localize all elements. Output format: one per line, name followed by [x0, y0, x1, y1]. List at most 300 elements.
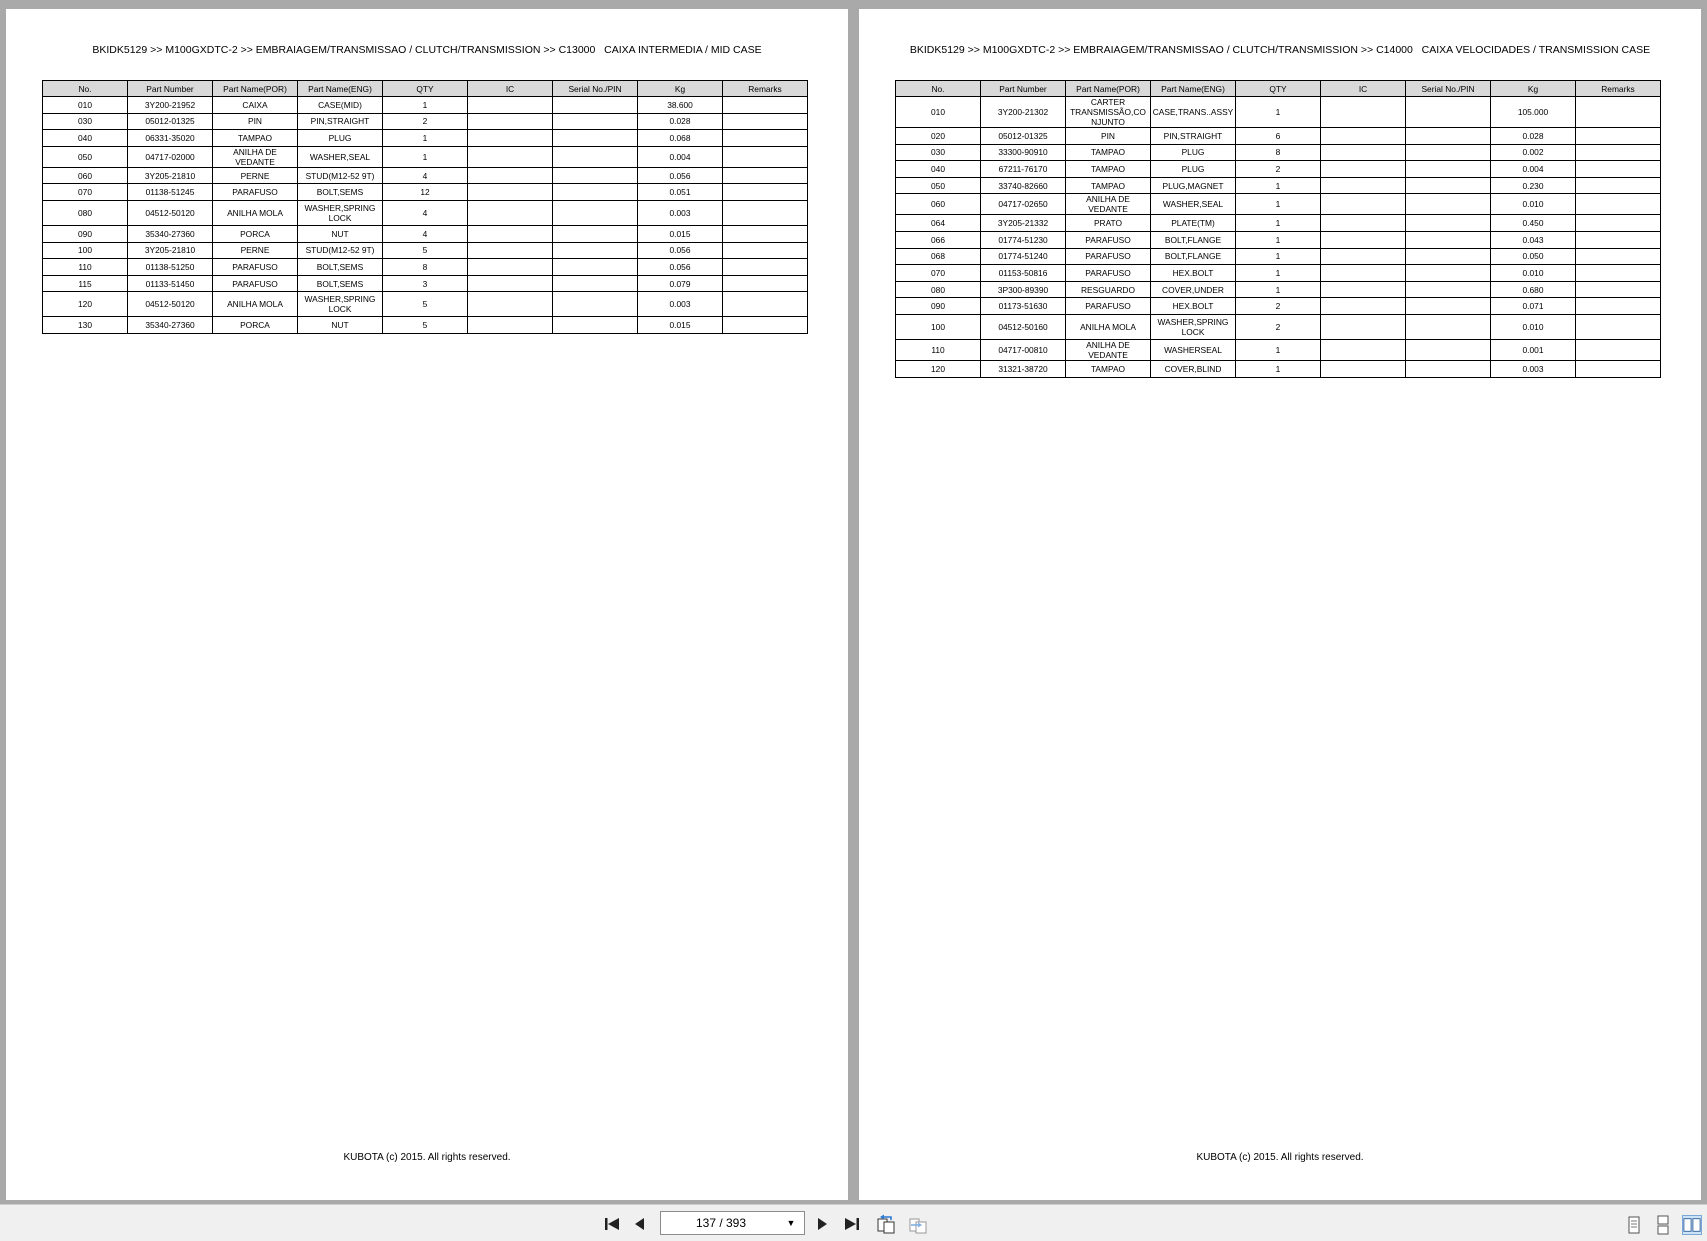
col-serial-cell [553, 146, 638, 167]
col-serial-header: Serial No./PIN [1406, 81, 1491, 97]
col-kg-cell: 0.056 [638, 242, 723, 259]
col-part-number-cell: 04512-50120 [128, 292, 213, 317]
two-page-view-button[interactable] [1682, 1215, 1702, 1235]
col-kg-cell: 0.056 [638, 167, 723, 184]
col-part-name-por-cell: ANILHA DE VEDANTE [213, 146, 298, 167]
col-remarks-header: Remarks [1576, 81, 1661, 97]
col-remarks-cell [723, 259, 808, 276]
col-part-name-por-cell: PORCA [213, 317, 298, 334]
col-qty-cell: 4 [383, 167, 468, 184]
col-kg-cell: 0.010 [1491, 265, 1576, 282]
col-ic-header: IC [1321, 81, 1406, 97]
col-part-name-eng-cell: STUD(M12-52 9T) [298, 242, 383, 259]
col-serial-cell [1406, 248, 1491, 265]
col-part-name-eng-cell: PLUG,MAGNET [1151, 177, 1236, 194]
col-part-name-por-cell: PARAFUSO [1066, 248, 1151, 265]
col-part-name-por-cell: TAMPAO [1066, 144, 1151, 161]
col-ic-cell [468, 167, 553, 184]
table-row [896, 298, 1661, 315]
col-part-name-por-cell: PARAFUSO [1066, 231, 1151, 248]
table-row [896, 314, 1661, 339]
col-remarks-cell [1576, 339, 1661, 360]
col-no-cell: 060 [896, 194, 981, 215]
col-kg-cell: 0.028 [638, 113, 723, 130]
col-qty-header: QTY [1236, 81, 1321, 97]
col-qty-cell: 12 [383, 184, 468, 201]
document-page-left [6, 9, 848, 1200]
col-part-name-eng-cell: PLUG [298, 130, 383, 147]
table-row [43, 317, 808, 334]
col-remarks-cell [1576, 314, 1661, 339]
col-part-name-eng-cell: WASHER,SPRING LOCK [1151, 314, 1236, 339]
col-part-number-cell: 3Y200-21952 [128, 97, 213, 114]
col-part-name-eng-cell: HEX.BOLT [1151, 265, 1236, 282]
col-part-name-por-cell: TAMPAO [1066, 360, 1151, 377]
col-kg-cell: 0.071 [1491, 298, 1576, 315]
col-remarks-cell [723, 275, 808, 292]
col-kg-cell: 0.003 [1491, 360, 1576, 377]
col-ic-cell [1321, 265, 1406, 282]
col-part-name-por-cell: ANILHA MOLA [213, 292, 298, 317]
col-no-cell: 115 [43, 275, 128, 292]
col-part-number-cell: 04717-02650 [981, 194, 1066, 215]
col-kg-header: Kg [638, 81, 723, 97]
col-qty-cell: 6 [1236, 128, 1321, 145]
col-serial-cell [553, 225, 638, 242]
col-remarks-cell [1576, 144, 1661, 161]
table-row [43, 146, 808, 167]
col-kg-cell: 0.068 [638, 130, 723, 147]
col-part-name-eng-cell: BOLT,SEMS [298, 184, 383, 201]
col-part-name-por-cell: ANILHA DE VEDANTE [1066, 194, 1151, 215]
col-qty-cell: 2 [383, 113, 468, 130]
col-part-name-por-cell: RESGUARDO [1066, 281, 1151, 298]
col-part-name-por-cell: PIN [213, 113, 298, 130]
col-remarks-cell [723, 130, 808, 147]
col-kg-cell: 0.015 [638, 225, 723, 242]
table-row [43, 113, 808, 130]
col-serial-cell [1406, 231, 1491, 248]
col-part-name-por-cell: TAMPAO [1066, 177, 1151, 194]
two-page-view-icon [1683, 1216, 1701, 1234]
col-ic-cell [468, 317, 553, 334]
col-remarks-cell [723, 242, 808, 259]
page-header: BKIDK5129 >> M100GXDTC-2 >> EMBRAIAGEM/TRANSMISSAO / CLUTCH/TRANSMISSION >> C13000 CAIXA INTERMEDIA / MID CASE [92, 44, 762, 56]
col-ic-cell [468, 113, 553, 130]
col-ic-cell [1321, 177, 1406, 194]
col-qty-cell: 2 [1236, 314, 1321, 339]
col-remarks-cell [723, 292, 808, 317]
table-row [896, 144, 1661, 161]
col-part-number-cell: 3Y200-21302 [981, 97, 1066, 128]
col-no-cell: 110 [896, 339, 981, 360]
col-ic-cell [1321, 194, 1406, 215]
col-part-name-eng-cell: WASHER,SPRING LOCK [298, 292, 383, 317]
col-part-number-cell: 05012-01325 [981, 128, 1066, 145]
col-serial-cell [1406, 161, 1491, 178]
next-page-icon [813, 1215, 831, 1233]
col-ic-cell [468, 184, 553, 201]
page-footer: KUBOTA (c) 2015. All rights reserved. [1196, 1152, 1364, 1163]
col-part-number-cell: 04512-50160 [981, 314, 1066, 339]
col-ic-cell [1321, 360, 1406, 377]
col-remarks-cell [1576, 248, 1661, 265]
col-kg-cell: 0.050 [1491, 248, 1576, 265]
col-ic-cell [1321, 128, 1406, 145]
col-kg-cell: 0.003 [638, 292, 723, 317]
col-kg-cell: 0.028 [1491, 128, 1576, 145]
col-remarks-cell [1576, 194, 1661, 215]
col-serial-cell [1406, 144, 1491, 161]
col-ic-cell [1321, 144, 1406, 161]
col-no-cell: 120 [896, 360, 981, 377]
col-no-cell: 120 [43, 292, 128, 317]
col-no-cell: 030 [896, 144, 981, 161]
col-serial-cell [1406, 298, 1491, 315]
col-no-cell: 030 [43, 113, 128, 130]
last-page-button[interactable] [840, 1213, 864, 1235]
col-qty-cell: 4 [383, 225, 468, 242]
col-remarks-cell [723, 184, 808, 201]
col-part-number-cell: 05012-01325 [128, 113, 213, 130]
col-part-number-cell: 33740-82660 [981, 177, 1066, 194]
col-no-cell: 068 [896, 248, 981, 265]
table-row [896, 360, 1661, 377]
table-row [43, 242, 808, 259]
col-part-number-header: Part Number [128, 81, 213, 97]
table-row [896, 248, 1661, 265]
col-remarks-cell [723, 146, 808, 167]
col-part-name-por-cell: PARAFUSO [213, 259, 298, 276]
col-qty-cell: 1 [1236, 194, 1321, 215]
document-page-right [859, 9, 1701, 1200]
col-part-number-cell: 01138-51250 [128, 259, 213, 276]
col-remarks-cell [1576, 97, 1661, 128]
col-part-name-eng-cell: PIN,STRAIGHT [298, 113, 383, 130]
col-ic-cell [1321, 215, 1406, 232]
col-serial-cell [1406, 194, 1491, 215]
col-part-number-header: Part Number [981, 81, 1066, 97]
col-qty-cell: 1 [1236, 97, 1321, 128]
col-qty-cell: 1 [383, 146, 468, 167]
viewer-toolbar [0, 1204, 1707, 1241]
col-kg-cell: 0.004 [638, 146, 723, 167]
go-back-view-icon [875, 1213, 897, 1235]
col-no-cell: 070 [896, 265, 981, 282]
col-part-name-eng-cell: PLATE(TM) [1151, 215, 1236, 232]
col-kg-cell: 38.600 [638, 97, 723, 114]
col-qty-cell: 1 [1236, 360, 1321, 377]
col-part-name-eng-cell: BOLT,SEMS [298, 275, 383, 292]
go-back-view-button[interactable] [874, 1213, 898, 1235]
col-part-number-cell: 01133-51450 [128, 275, 213, 292]
col-remarks-cell [1576, 281, 1661, 298]
col-part-name-por-cell: TAMPAO [1066, 161, 1151, 178]
first-page-button[interactable] [600, 1213, 624, 1235]
page-header: BKIDK5129 >> M100GXDTC-2 >> EMBRAIAGEM/TRANSMISSAO / CLUTCH/TRANSMISSION >> C14000 CAIXA VELOCIDADES / TRANSMISSION CASE [909, 44, 1651, 56]
col-kg-cell: 0.010 [1491, 314, 1576, 339]
col-remarks-cell [723, 225, 808, 242]
col-no-cell: 070 [43, 184, 128, 201]
col-kg-cell: 0.450 [1491, 215, 1576, 232]
page-footer: KUBOTA (c) 2015. All rights reserved. [343, 1152, 511, 1163]
table-row [896, 161, 1661, 178]
col-part-name-eng-cell: WASHER,SPRING LOCK [298, 200, 383, 225]
col-ic-cell [1321, 314, 1406, 339]
col-qty-cell: 1 [383, 97, 468, 114]
col-qty-header: QTY [383, 81, 468, 97]
col-qty-cell: 1 [1236, 248, 1321, 265]
last-page-icon [843, 1215, 861, 1233]
col-remarks-header: Remarks [723, 81, 808, 97]
col-ic-cell [468, 200, 553, 225]
table-row [896, 215, 1661, 232]
page-indicator-box [660, 1211, 805, 1235]
col-part-name-por-cell: PORCA [213, 225, 298, 242]
table-row [896, 177, 1661, 194]
col-kg-cell: 105.000 [1491, 97, 1576, 128]
table-row [896, 265, 1661, 282]
table-row [43, 97, 808, 114]
go-forward-view-icon [907, 1213, 929, 1235]
col-part-name-por-cell: PARAFUSO [213, 275, 298, 292]
page-number-input[interactable] [661, 1216, 781, 1230]
col-part-number-cell: 01138-51245 [128, 184, 213, 201]
col-remarks-cell [1576, 128, 1661, 145]
col-serial-cell [553, 275, 638, 292]
col-remarks-cell [1576, 298, 1661, 315]
col-part-name-eng-cell: NUT [298, 317, 383, 334]
col-part-name-por-cell: PARAFUSO [1066, 265, 1151, 282]
col-kg-cell: 0.002 [1491, 144, 1576, 161]
col-part-number-cell: 04717-00810 [981, 339, 1066, 360]
col-qty-cell: 1 [1236, 177, 1321, 194]
col-qty-cell: 1 [1236, 215, 1321, 232]
col-serial-cell [553, 167, 638, 184]
col-kg-cell: 0.051 [638, 184, 723, 201]
col-part-name-eng-cell: PLUG [1151, 161, 1236, 178]
col-remarks-cell [1576, 161, 1661, 178]
single-page-view-icon [1624, 1215, 1644, 1235]
col-serial-cell [1406, 360, 1491, 377]
page-dropdown-icon[interactable]: ▼ [786, 1218, 796, 1228]
table-row [896, 128, 1661, 145]
col-part-name-eng-cell: WASHERSEAL [1151, 339, 1236, 360]
col-no-cell: 100 [43, 242, 128, 259]
col-no-cell: 066 [896, 231, 981, 248]
col-serial-cell [553, 200, 638, 225]
col-serial-cell [553, 184, 638, 201]
col-kg-header: Kg [1491, 81, 1576, 97]
col-qty-cell: 5 [383, 292, 468, 317]
col-part-name-eng-cell: BOLT,FLANGE [1151, 231, 1236, 248]
col-part-number-cell: 3Y205-21332 [981, 215, 1066, 232]
col-ic-header: IC [468, 81, 553, 97]
col-part-name-por-cell: PARAFUSO [1066, 298, 1151, 315]
col-no-cell: 110 [43, 259, 128, 276]
col-qty-cell: 4 [383, 200, 468, 225]
col-kg-cell: 0.015 [638, 317, 723, 334]
col-no-cell: 090 [43, 225, 128, 242]
table-header-row [43, 81, 808, 97]
col-kg-cell: 0.010 [1491, 194, 1576, 215]
col-no-cell: 060 [43, 167, 128, 184]
col-part-name-eng-cell: HEX.BOLT [1151, 298, 1236, 315]
col-no-cell: 080 [43, 200, 128, 225]
table-row [43, 200, 808, 225]
col-part-number-cell: 3P300-89390 [981, 281, 1066, 298]
table-row [896, 339, 1661, 360]
col-qty-cell: 5 [383, 242, 468, 259]
col-remarks-cell [1576, 265, 1661, 282]
col-qty-cell: 8 [1236, 144, 1321, 161]
col-part-name-por-cell: PERNE [213, 167, 298, 184]
col-ic-cell [1321, 161, 1406, 178]
col-no-cell: 100 [896, 314, 981, 339]
col-serial-cell [1406, 215, 1491, 232]
col-remarks-cell [723, 97, 808, 114]
col-part-number-cell: 33300-90910 [981, 144, 1066, 161]
col-part-name-eng-cell: CASE(MID) [298, 97, 383, 114]
col-part-number-cell: 04717-02000 [128, 146, 213, 167]
col-ic-cell [468, 146, 553, 167]
col-ic-cell [1321, 97, 1406, 128]
col-qty-cell: 1 [1236, 231, 1321, 248]
col-part-number-cell: 67211-76170 [981, 161, 1066, 178]
table-row [43, 259, 808, 276]
col-qty-cell: 2 [1236, 298, 1321, 315]
col-remarks-cell [1576, 177, 1661, 194]
col-ic-cell [1321, 298, 1406, 315]
col-part-name-por-cell: CAIXA [213, 97, 298, 114]
col-part-name-eng-cell: PIN,STRAIGHT [1151, 128, 1236, 145]
col-ic-cell [1321, 339, 1406, 360]
col-part-number-cell: 01774-51230 [981, 231, 1066, 248]
col-serial-cell [553, 130, 638, 147]
go-forward-view-button[interactable] [906, 1213, 930, 1235]
col-part-name-eng-cell: CASE,TRANS..ASSY [1151, 97, 1236, 128]
col-serial-cell [553, 317, 638, 334]
col-remarks-cell [723, 200, 808, 225]
col-kg-cell: 0.043 [1491, 231, 1576, 248]
col-part-name-eng-cell: STUD(M12-52 9T) [298, 167, 383, 184]
col-no-header: No. [43, 81, 128, 97]
col-part-name-eng-cell: WASHER,SEAL [1151, 194, 1236, 215]
col-serial-cell [553, 292, 638, 317]
table-row [43, 167, 808, 184]
table-row [43, 225, 808, 242]
col-part-name-eng-cell: COVER,UNDER [1151, 281, 1236, 298]
col-remarks-cell [723, 167, 808, 184]
col-no-cell: 040 [43, 130, 128, 147]
col-no-cell: 010 [43, 97, 128, 114]
parts-table [895, 80, 1661, 378]
col-ic-cell [468, 259, 553, 276]
col-part-number-cell: 01153-50816 [981, 265, 1066, 282]
table-row [43, 130, 808, 147]
col-no-cell: 090 [896, 298, 981, 315]
col-remarks-cell [723, 113, 808, 130]
col-part-name-por-cell: PERNE [213, 242, 298, 259]
col-no-header: No. [896, 81, 981, 97]
col-part-name-por-cell: ANILHA MOLA [1066, 314, 1151, 339]
col-ic-cell [1321, 231, 1406, 248]
col-remarks-cell [1576, 360, 1661, 377]
col-serial-cell [1406, 314, 1491, 339]
col-serial-cell [553, 113, 638, 130]
col-no-cell: 050 [43, 146, 128, 167]
col-part-name-eng-cell: BOLT,SEMS [298, 259, 383, 276]
col-kg-cell: 0.003 [638, 200, 723, 225]
col-part-number-cell: 3Y205-21810 [128, 242, 213, 259]
col-part-number-cell: 06331-35020 [128, 130, 213, 147]
col-ic-cell [468, 292, 553, 317]
col-ic-cell [468, 130, 553, 147]
col-no-cell: 050 [896, 177, 981, 194]
prev-page-button[interactable] [628, 1213, 652, 1235]
continuous-view-button[interactable] [1653, 1215, 1673, 1235]
col-ic-cell [468, 275, 553, 292]
col-serial-cell [1406, 97, 1491, 128]
col-part-number-cell: 35340-27360 [128, 317, 213, 334]
col-serial-cell [1406, 128, 1491, 145]
col-qty-cell: 1 [1236, 339, 1321, 360]
table-row [43, 275, 808, 292]
next-page-button[interactable] [810, 1213, 834, 1235]
col-part-name-por-cell: CARTER TRANSMISSÃO,CO NJUNTO [1066, 97, 1151, 128]
col-no-cell: 064 [896, 215, 981, 232]
col-remarks-cell [1576, 231, 1661, 248]
col-serial-cell [553, 259, 638, 276]
col-serial-cell [553, 242, 638, 259]
col-part-name-eng-cell: COVER,BLIND [1151, 360, 1236, 377]
col-serial-header: Serial No./PIN [553, 81, 638, 97]
col-part-number-cell: 01774-51240 [981, 248, 1066, 265]
col-part-name-por-cell: ANILHA MOLA [213, 200, 298, 225]
col-serial-cell [1406, 339, 1491, 360]
col-no-cell: 010 [896, 97, 981, 128]
prev-page-icon [631, 1215, 649, 1233]
col-remarks-cell [1576, 215, 1661, 232]
col-part-name-eng-cell: PLUG [1151, 144, 1236, 161]
col-part-name-por-cell: ANILHA DE VEDANTE [1066, 339, 1151, 360]
col-serial-cell [1406, 281, 1491, 298]
first-page-icon [603, 1215, 621, 1233]
col-part-name-por-cell: TAMPAO [213, 130, 298, 147]
col-serial-cell [553, 97, 638, 114]
col-qty-cell: 1 [383, 130, 468, 147]
col-kg-cell: 0.079 [638, 275, 723, 292]
col-kg-cell: 0.680 [1491, 281, 1576, 298]
col-qty-cell: 1 [1236, 281, 1321, 298]
single-page-view-button[interactable] [1624, 1215, 1644, 1235]
table-row [896, 281, 1661, 298]
col-part-name-eng-header: Part Name(ENG) [1151, 81, 1236, 97]
col-part-name-eng-cell: BOLT,FLANGE [1151, 248, 1236, 265]
table-row [43, 184, 808, 201]
col-remarks-cell [723, 317, 808, 334]
col-qty-cell: 8 [383, 259, 468, 276]
col-part-name-por-cell: PRATO [1066, 215, 1151, 232]
col-kg-cell: 0.056 [638, 259, 723, 276]
col-part-name-eng-cell: WASHER,SEAL [298, 146, 383, 167]
col-part-number-cell: 04512-50120 [128, 200, 213, 225]
col-qty-cell: 1 [1236, 265, 1321, 282]
table-row [896, 231, 1661, 248]
col-qty-cell: 5 [383, 317, 468, 334]
col-no-cell: 020 [896, 128, 981, 145]
table-row [896, 194, 1661, 215]
